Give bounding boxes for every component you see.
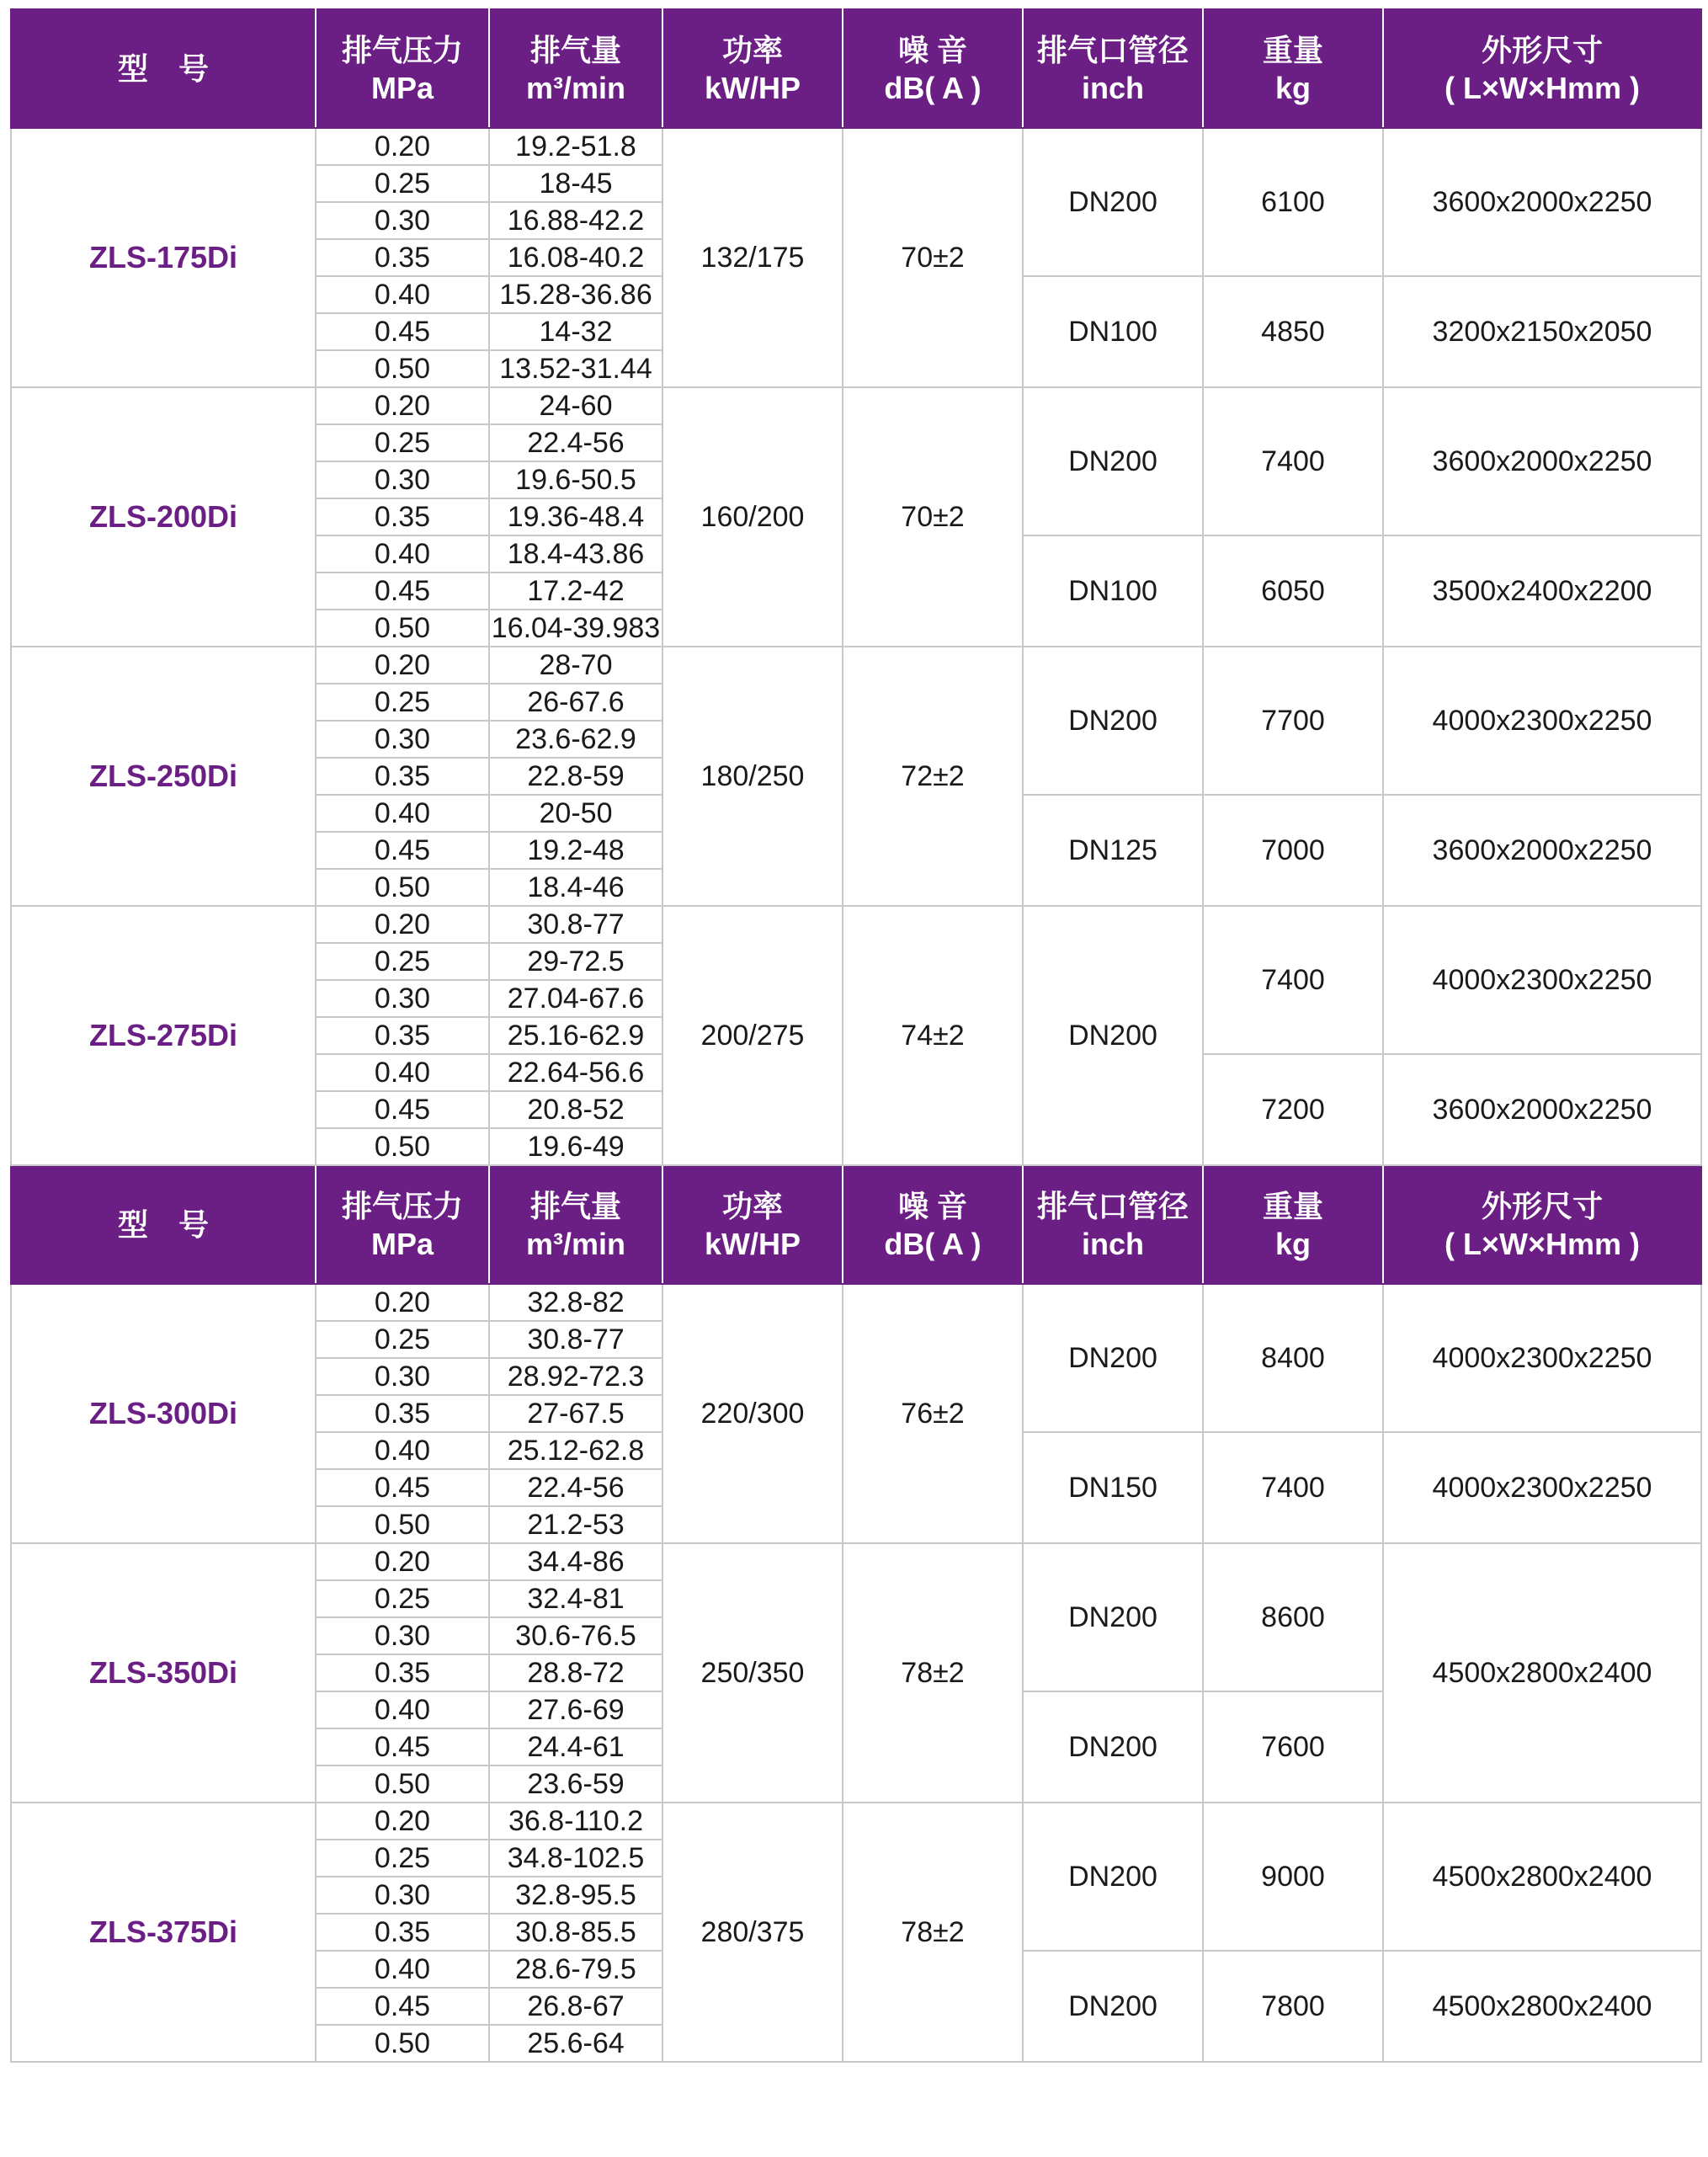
pressure-cell: 0.20 — [316, 387, 489, 424]
table-row — [11, 128, 1701, 165]
header-weight — [1203, 9, 1383, 128]
header-flow — [489, 9, 662, 128]
pressure-cell: 0.40 — [316, 1691, 489, 1728]
flow-cell: 27-67.5 — [489, 1395, 662, 1432]
weight-cell: 7400 — [1203, 906, 1383, 1054]
flow-cell: 26.8-67 — [489, 1988, 662, 2025]
noise-cell: 72±2 — [843, 647, 1023, 906]
pressure-cell: 0.25 — [316, 1321, 489, 1358]
pressure-cell: 0.35 — [316, 239, 489, 276]
header-dims-line: ( L×W×Hmm ) — [1444, 70, 1640, 105]
header-outlet-line: inch — [1081, 70, 1144, 105]
flow-cell: 23.6-62.9 — [489, 721, 662, 758]
pressure-cell: 0.45 — [316, 1988, 489, 2025]
header-dims-line: 外形尺寸 — [1481, 1188, 1603, 1223]
outlet-cell: DN125 — [1023, 795, 1203, 906]
header-power-line: kW/HP — [704, 1226, 801, 1261]
model-cell: ZLS-300Di — [11, 1284, 316, 1543]
flow-cell: 13.52-31.44 — [489, 350, 662, 387]
dims-cell: 3500x2400x2200 — [1383, 535, 1701, 647]
flow-cell: 20.8-52 — [489, 1091, 662, 1128]
outlet-cell: DN200 — [1023, 1284, 1203, 1432]
power-cell: 160/200 — [662, 387, 843, 647]
model-cell: ZLS-350Di — [11, 1543, 316, 1803]
outlet-cell: DN200 — [1023, 1691, 1203, 1803]
flow-cell: 30.8-85.5 — [489, 1914, 662, 1951]
pressure-cell: 0.45 — [316, 573, 489, 610]
model-cell: ZLS-275Di — [11, 906, 316, 1165]
header-dims — [1383, 9, 1701, 128]
pressure-cell: 0.40 — [316, 795, 489, 832]
pressure-cell: 0.30 — [316, 1358, 489, 1395]
header-row — [11, 1165, 1701, 1284]
header-power — [662, 1165, 843, 1284]
pressure-cell: 0.25 — [316, 684, 489, 721]
pressure-cell: 0.20 — [316, 1284, 489, 1321]
header-outlet — [1023, 1165, 1203, 1284]
pressure-cell: 0.40 — [316, 535, 489, 573]
power-cell: 220/300 — [662, 1284, 843, 1543]
flow-cell: 22.4-56 — [489, 424, 662, 461]
outlet-cell: DN200 — [1023, 1803, 1203, 1951]
pressure-cell: 0.25 — [316, 424, 489, 461]
flow-cell: 34.4-86 — [489, 1543, 662, 1580]
pressure-cell: 0.30 — [316, 1617, 489, 1654]
flow-cell: 28.6-79.5 — [489, 1951, 662, 1988]
noise-cell: 78±2 — [843, 1803, 1023, 2062]
weight-cell: 7000 — [1203, 795, 1383, 906]
power-cell: 200/275 — [662, 906, 843, 1165]
pressure-cell: 0.45 — [316, 1091, 489, 1128]
pressure-cell: 0.40 — [316, 1054, 489, 1091]
pressure-cell: 0.45 — [316, 313, 489, 350]
pressure-cell: 0.25 — [316, 1580, 489, 1617]
flow-cell: 24.4-61 — [489, 1728, 662, 1766]
flow-cell: 16.08-40.2 — [489, 239, 662, 276]
dims-cell: 4000x2300x2250 — [1383, 906, 1701, 1054]
table-row — [11, 906, 1701, 943]
flow-cell: 21.2-53 — [489, 1506, 662, 1543]
pressure-cell: 0.50 — [316, 869, 489, 906]
weight-cell: 8400 — [1203, 1284, 1383, 1432]
header-dims-line: ( L×W×Hmm ) — [1444, 1226, 1640, 1261]
header-weight-line: 重量 — [1262, 32, 1323, 67]
weight-cell: 9000 — [1203, 1803, 1383, 1951]
header-dims-line: 外形尺寸 — [1481, 32, 1603, 67]
flow-cell: 26-67.6 — [489, 684, 662, 721]
pressure-cell: 0.20 — [316, 1803, 489, 1840]
noise-cell: 70±2 — [843, 128, 1023, 387]
pressure-cell: 0.50 — [316, 1766, 489, 1803]
header-outlet-line: 排气口管径 — [1036, 1188, 1189, 1223]
flow-cell: 19.6-50.5 — [489, 461, 662, 498]
weight-cell: 4850 — [1203, 276, 1383, 387]
dims-cell: 3600x2000x2250 — [1383, 387, 1701, 535]
flow-cell: 28-70 — [489, 647, 662, 684]
pressure-cell: 0.25 — [316, 165, 489, 202]
header-power-line: kW/HP — [704, 70, 801, 105]
dims-cell: 4500x2800x2400 — [1383, 1543, 1701, 1803]
table-row — [11, 1803, 1701, 1840]
outlet-cell: DN200 — [1023, 387, 1203, 535]
pressure-cell: 0.35 — [316, 1017, 489, 1054]
pressure-cell: 0.25 — [316, 943, 489, 980]
flow-cell: 32.8-95.5 — [489, 1877, 662, 1914]
header-model: 型 号 — [11, 1165, 316, 1284]
outlet-cell: DN100 — [1023, 276, 1203, 387]
power-cell: 132/175 — [662, 128, 843, 387]
dims-cell: 3200x2150x2050 — [1383, 276, 1701, 387]
dims-cell: 4000x2300x2250 — [1383, 647, 1701, 795]
header-weight-line: kg — [1274, 1226, 1311, 1261]
spec-table — [10, 8, 1702, 2063]
model-cell: ZLS-375Di — [11, 1803, 316, 2062]
pressure-cell: 0.50 — [316, 2025, 489, 2062]
outlet-cell: DN200 — [1023, 647, 1203, 795]
header-model: 型 号 — [11, 9, 316, 128]
header-outlet-line: 排气口管径 — [1036, 32, 1189, 67]
header-power-line: 功率 — [721, 32, 783, 67]
pressure-cell: 0.20 — [316, 1543, 489, 1580]
pressure-cell: 0.50 — [316, 350, 489, 387]
dims-cell: 3600x2000x2250 — [1383, 795, 1701, 906]
pressure-cell: 0.30 — [316, 202, 489, 239]
pressure-cell: 0.45 — [316, 1728, 489, 1766]
header-flow — [489, 1165, 662, 1284]
flow-cell: 28.8-72 — [489, 1654, 662, 1691]
flow-cell: 30.6-76.5 — [489, 1617, 662, 1654]
header-flow-line: m³/min — [525, 70, 625, 105]
weight-cell: 7400 — [1203, 1432, 1383, 1543]
power-cell: 250/350 — [662, 1543, 843, 1803]
header-flow-line: 排气量 — [529, 1188, 621, 1223]
pressure-cell: 0.30 — [316, 461, 489, 498]
pressure-cell: 0.35 — [316, 1914, 489, 1951]
weight-cell: 8600 — [1203, 1543, 1383, 1691]
pressure-cell: 0.35 — [316, 498, 489, 535]
pressure-cell: 0.40 — [316, 1951, 489, 1988]
table-row — [11, 1284, 1701, 1321]
pressure-cell: 0.30 — [316, 980, 489, 1017]
outlet-cell: DN200 — [1023, 1543, 1203, 1691]
flow-cell: 19.36-48.4 — [489, 498, 662, 535]
flow-cell: 22.64-56.6 — [489, 1054, 662, 1091]
flow-cell: 32.4-81 — [489, 1580, 662, 1617]
model-cell: ZLS-200Di — [11, 387, 316, 647]
header-noise-line: dB( A ) — [884, 70, 982, 105]
header-weight — [1203, 1165, 1383, 1284]
flow-cell: 23.6-59 — [489, 1766, 662, 1803]
pressure-cell: 0.45 — [316, 832, 489, 869]
header-outlet-line: inch — [1081, 1226, 1144, 1261]
flow-cell: 30.8-77 — [489, 1321, 662, 1358]
weight-cell: 7200 — [1203, 1054, 1383, 1165]
noise-cell: 70±2 — [843, 387, 1023, 647]
header-noise-line: 噪 音 — [897, 32, 967, 67]
noise-cell: 76±2 — [843, 1284, 1023, 1543]
pressure-cell: 0.50 — [316, 1506, 489, 1543]
header-weight-line: 重量 — [1262, 1188, 1323, 1223]
pressure-cell: 0.30 — [316, 721, 489, 758]
flow-cell: 19.6-49 — [489, 1128, 662, 1165]
pressure-cell: 0.50 — [316, 1128, 489, 1165]
flow-cell: 19.2-51.8 — [489, 128, 662, 165]
header-pressure-line: MPa — [370, 70, 434, 105]
pressure-cell: 0.40 — [316, 276, 489, 313]
weight-cell: 7700 — [1203, 647, 1383, 795]
header-weight-line: kg — [1274, 70, 1311, 105]
header-pressure-line: 排气压力 — [341, 32, 463, 67]
header-noise — [843, 9, 1023, 128]
weight-cell: 6050 — [1203, 535, 1383, 647]
dims-cell: 4500x2800x2400 — [1383, 1951, 1701, 2062]
flow-cell: 28.92-72.3 — [489, 1358, 662, 1395]
dims-cell: 3600x2000x2250 — [1383, 1054, 1701, 1165]
outlet-cell: DN150 — [1023, 1432, 1203, 1543]
weight-cell: 7400 — [1203, 387, 1383, 535]
flow-cell: 34.8-102.5 — [489, 1840, 662, 1877]
pressure-cell: 0.50 — [316, 610, 489, 647]
flow-cell: 20-50 — [489, 795, 662, 832]
header-dims — [1383, 1165, 1701, 1284]
outlet-cell: DN200 — [1023, 906, 1203, 1165]
noise-cell: 78±2 — [843, 1543, 1023, 1803]
pressure-cell: 0.20 — [316, 128, 489, 165]
flow-cell: 27.04-67.6 — [489, 980, 662, 1017]
flow-cell: 17.2-42 — [489, 573, 662, 610]
table-row — [11, 647, 1701, 684]
pressure-cell: 0.35 — [316, 758, 489, 795]
flow-cell: 18.4-46 — [489, 869, 662, 906]
header-power — [662, 9, 843, 128]
header-flow-line: m³/min — [525, 1226, 625, 1261]
flow-cell: 22.8-59 — [489, 758, 662, 795]
flow-cell: 16.88-42.2 — [489, 202, 662, 239]
header-power-line: 功率 — [721, 1188, 783, 1223]
dims-cell: 4000x2300x2250 — [1383, 1284, 1701, 1432]
power-cell: 180/250 — [662, 647, 843, 906]
flow-cell: 25.12-62.8 — [489, 1432, 662, 1469]
header-row — [11, 9, 1701, 128]
noise-cell: 74±2 — [843, 906, 1023, 1165]
flow-cell: 27.6-69 — [489, 1691, 662, 1728]
flow-cell: 22.4-56 — [489, 1469, 662, 1506]
pressure-cell: 0.30 — [316, 1877, 489, 1914]
table-row — [11, 387, 1701, 424]
dims-cell: 4500x2800x2400 — [1383, 1803, 1701, 1951]
header-outlet — [1023, 9, 1203, 128]
table-row — [11, 1543, 1701, 1580]
dims-cell: 3600x2000x2250 — [1383, 128, 1701, 276]
flow-cell: 24-60 — [489, 387, 662, 424]
flow-cell: 32.8-82 — [489, 1284, 662, 1321]
flow-cell: 25.16-62.9 — [489, 1017, 662, 1054]
flow-cell: 18.4-43.86 — [489, 535, 662, 573]
header-flow-line: 排气量 — [529, 32, 621, 67]
power-cell: 280/375 — [662, 1803, 843, 2062]
pressure-cell: 0.40 — [316, 1432, 489, 1469]
flow-cell: 14-32 — [489, 313, 662, 350]
model-cell: ZLS-175Di — [11, 128, 316, 387]
header-pressure-line: MPa — [370, 1226, 434, 1261]
flow-cell: 30.8-77 — [489, 906, 662, 943]
flow-cell: 36.8-110.2 — [489, 1803, 662, 1840]
outlet-cell: DN100 — [1023, 535, 1203, 647]
dims-cell: 4000x2300x2250 — [1383, 1432, 1701, 1543]
header-noise-line: dB( A ) — [884, 1226, 982, 1261]
flow-cell: 16.04-39.983 — [489, 610, 662, 647]
pressure-cell: 0.20 — [316, 647, 489, 684]
header-noise-line: 噪 音 — [897, 1188, 967, 1223]
pressure-cell: 0.45 — [316, 1469, 489, 1506]
pressure-cell: 0.20 — [316, 906, 489, 943]
pressure-cell: 0.35 — [316, 1395, 489, 1432]
outlet-cell: DN200 — [1023, 128, 1203, 276]
weight-cell: 6100 — [1203, 128, 1383, 276]
pressure-cell: 0.35 — [316, 1654, 489, 1691]
weight-cell: 7800 — [1203, 1951, 1383, 2062]
outlet-cell: DN200 — [1023, 1951, 1203, 2062]
flow-cell: 18-45 — [489, 165, 662, 202]
pressure-cell: 0.25 — [316, 1840, 489, 1877]
flow-cell: 25.6-64 — [489, 2025, 662, 2062]
weight-cell: 7600 — [1203, 1691, 1383, 1803]
header-noise — [843, 1165, 1023, 1284]
header-pressure-line: 排气压力 — [341, 1188, 463, 1223]
header-pressure — [316, 1165, 489, 1284]
flow-cell: 19.2-48 — [489, 832, 662, 869]
model-cell: ZLS-250Di — [11, 647, 316, 906]
flow-cell: 15.28-36.86 — [489, 276, 662, 313]
header-pressure — [316, 9, 489, 128]
flow-cell: 29-72.5 — [489, 943, 662, 980]
